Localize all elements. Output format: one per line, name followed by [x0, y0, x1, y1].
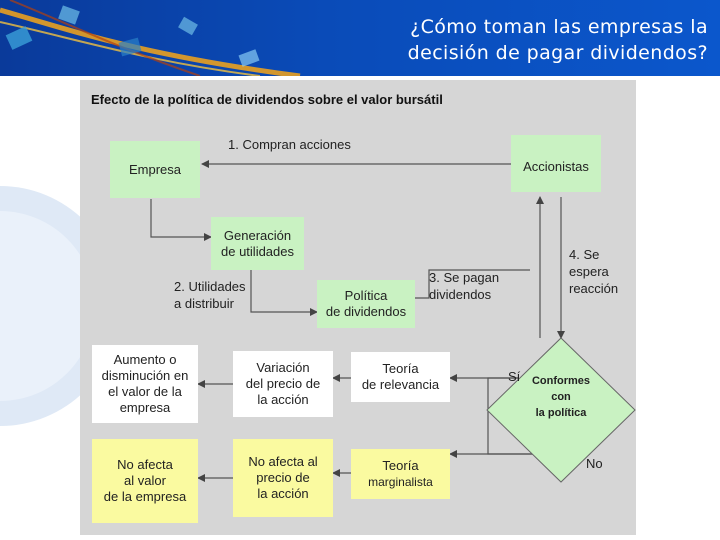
node-noafecta-valor-line-2: al valor: [124, 473, 166, 488]
slide-title: [288, 14, 708, 66]
node-marginalista-line-2: marginalista: [368, 475, 433, 489]
label-utilidades-line-1: 2. Utilidades: [174, 279, 246, 294]
node-noafecta-precio-line-1: No afecta al: [248, 454, 318, 469]
node-politica: [317, 280, 415, 328]
dividend-policy-diagram: [80, 80, 636, 535]
label-no: No: [586, 456, 603, 471]
node-teoria-relevancia: [351, 352, 450, 402]
node-accionistas: [511, 135, 601, 192]
label-compran: 1. Compran acciones: [228, 137, 351, 152]
label-espera-line-1: 4. Se: [569, 247, 600, 262]
node-variacion: [233, 351, 333, 417]
node-relevancia-line-2: de relevancia: [361, 377, 440, 392]
node-conformes-line-3: la política: [535, 407, 587, 419]
node-generacion-line-2: de utilidades: [221, 243, 294, 259]
node-accionistas-label: Accionistas: [523, 159, 589, 174]
node-empresa-label: Empresa: [128, 161, 182, 177]
slide-title-line-2: decisión de pagar dividendos?: [407, 42, 708, 64]
label-pagan: [429, 269, 499, 303]
node-conformes: [521, 373, 601, 421]
node-generacion: [211, 217, 304, 270]
node-variacion-line-3: la acción: [257, 392, 309, 407]
node-noafecta-precio-line-2: precio de: [256, 470, 310, 485]
node-no-afecta-valor: [92, 439, 198, 523]
node-aumento: [92, 345, 198, 423]
node-no-afecta-precio: [233, 439, 333, 517]
node-noafecta-precio-line-3: la acción: [257, 486, 309, 501]
label-pagan-line-2: dividendos: [429, 287, 492, 302]
slide-title-line-1: ¿Cómo toman las empresas la: [410, 16, 708, 38]
node-aumento-line-1: Aumento o: [113, 352, 177, 367]
header-decoration: [0, 0, 330, 76]
node-politica-line-1: Política: [344, 288, 388, 303]
node-variacion-line-2: del precio de: [245, 376, 321, 391]
slide-header: [0, 0, 720, 76]
label-espera-line-2: espera: [569, 264, 609, 279]
left-decoration: [0, 76, 90, 540]
label-espera-line-3: reacción: [569, 281, 619, 296]
node-generacion-line-1: Generación: [223, 227, 292, 243]
node-noafecta-valor-line-1: No afecta: [117, 457, 173, 472]
node-teoria-marginalista: [351, 449, 450, 499]
node-aumento-line-2: disminución en: [101, 368, 189, 383]
node-conformes-line-2: con: [551, 391, 571, 403]
label-utilidades-line-2: a distribuir: [174, 296, 234, 311]
label-espera: [569, 246, 618, 297]
label-si: Sí: [508, 369, 521, 384]
node-conformes-line-1: Conformes: [531, 375, 591, 387]
node-marginalista-line-1: Teoría: [382, 458, 419, 473]
node-politica-line-2: de dividendos: [325, 304, 407, 319]
node-aumento-line-3: el valor de la: [108, 384, 182, 399]
label-utilidades: [174, 278, 246, 312]
node-relevancia-line-1: Teoría: [382, 361, 419, 376]
label-pagan-line-1: 3. Se pagan: [429, 270, 500, 285]
node-variacion-line-1: Variación: [256, 360, 310, 375]
node-noafecta-valor-line-3: de la empresa: [103, 489, 187, 504]
diagram-title: Efecto de la política de dividendos sobre el valor bursátil: [91, 92, 443, 107]
node-empresa: [110, 141, 200, 198]
node-aumento-line-4: empresa: [119, 400, 171, 415]
